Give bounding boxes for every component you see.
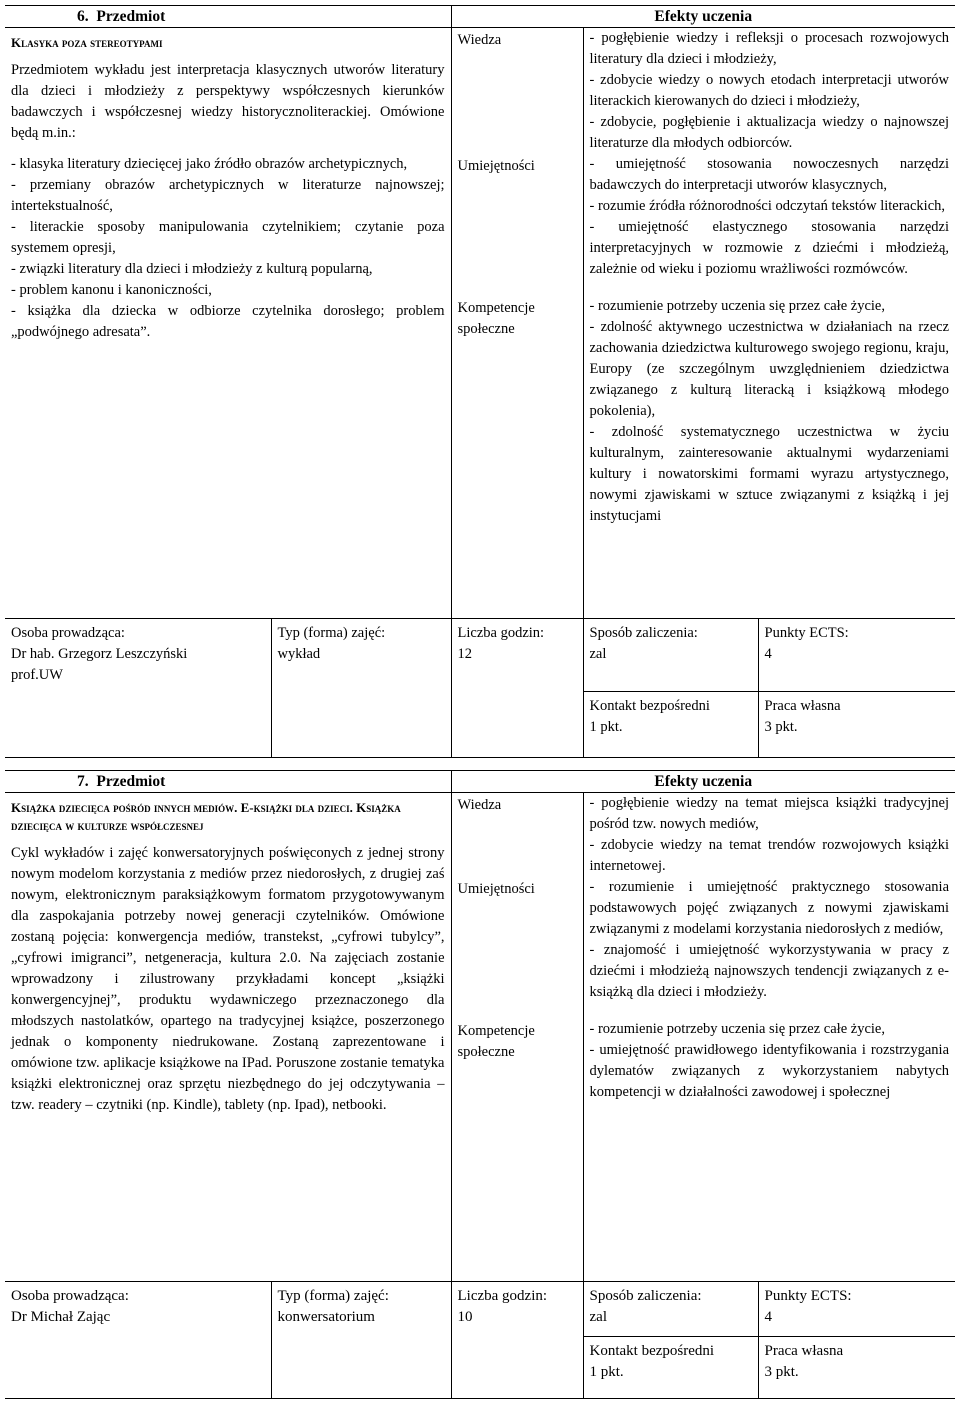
list-item: - rozumie źródła różnorodności odczytań tekstów literackich,	[589, 198, 946, 214]
subject-intro: Przedmiotem wykładu jest interpretacja klasycznych utworów literatury dla dzieci i młodzieży z perspektywy współczesnych kierunków badawczych i współczesnej wiedzy historycznoliterackiej. Omówione będą m.in.:	[11, 62, 445, 141]
type-cell	[271, 619, 451, 692]
list-item: - rozumienie potrzeby uczenia się przez całe życie,	[589, 298, 885, 314]
own-work-label: Praca własna	[764, 1342, 844, 1359]
own-work-cell	[758, 691, 955, 758]
type-value: wykład	[277, 646, 321, 662]
type-label: Typ (forma) zajęć:	[277, 1288, 389, 1304]
lecturer-cell	[5, 1282, 271, 1337]
list-item: - zdolność aktywnego uczestnictwa w działaniach na rzecz zachowania dziedzictwa kulturowego swojego regionu, kraju, Europy (ze szczególnym uwzględnieniem dziedzictwa związanego z kulturą literacką i książkową młodego pokolenia),	[589, 319, 950, 419]
hours-cell	[451, 619, 583, 692]
subject-7-header	[5, 771, 451, 793]
effect-items	[583, 1019, 955, 1281]
type-label: Typ (forma) zajęć:	[277, 625, 386, 641]
subject-6-header	[5, 6, 451, 28]
own-work-value: 3 pkt.	[764, 718, 798, 735]
list-item: - rozumienie i umiejętność praktycznego stosowania podstawowych pojęć związanych z nowymi zjawiskami związanymi z modelami korzystania niedorosłych z mediów,	[589, 879, 950, 937]
contact-label: Kontakt bezpośredni	[589, 1342, 715, 1359]
contact-label: Kontakt bezpośredni	[589, 697, 710, 714]
ects-label: Punkty ECTS:	[764, 1288, 852, 1304]
subject-6-description	[5, 28, 451, 619]
effect-label: Umiejętności	[451, 877, 583, 1019]
lecturer-label: Osoba prowadząca:	[11, 1288, 129, 1304]
list-item: - zdobycie wiedzy o nowych etodach interpretacji utworów literackich kierowanych do dzieci i młodzieży,	[589, 72, 950, 109]
list-item: - pogłębienie wiedzy na temat miejsca książki tradycyjnej pośród tzw. nowych mediów,	[589, 795, 950, 832]
lecturer-name: Dr hab. Grzegorz Leszczyński prof.UW	[11, 646, 188, 683]
credit-value: zal	[589, 646, 607, 662]
effect-items	[583, 296, 955, 618]
list-item: - rozumienie potrzeby uczenia się przez całe życie,	[589, 1021, 885, 1037]
type-value: konwersatorium	[277, 1309, 375, 1325]
subject-6-info	[5, 618, 955, 758]
effect-label-text: Kompetencje społeczne	[457, 300, 535, 337]
effect-label	[451, 1019, 583, 1281]
list-item: - zdobycie wiedzy na temat trendów rozwojowych książki internetowej.	[589, 837, 950, 874]
hours-value: 12	[457, 646, 472, 662]
contact-cell	[583, 1336, 758, 1399]
effect-label: Umiejętności	[451, 154, 583, 296]
list-item: - zdobycie, pogłębienie i aktualizacja wiedzy o najnowszej literaturze dla młodych odbiorców.	[589, 114, 950, 151]
effect-items	[583, 28, 955, 155]
list-item: - zdolność systematycznego uczestnictwa w życiu kulturalnym, zainteresowanie aktualnymi wydarzeniami kultury i nowatorskimi formami wyrazu artystycznego, nowymi zjawiskami w sztuce związanymi z książką i jej instytucjami	[589, 424, 950, 524]
subject-7-table	[5, 770, 955, 1281]
subject-label: Przedmiot	[96, 8, 166, 25]
list-item: - przemiany obrazów archetypicznych w literaturze najnowszej; intertekstualność,	[11, 177, 445, 214]
hours-cell	[451, 1282, 583, 1337]
effects-header: Efekty uczenia	[451, 771, 955, 793]
subject-7-description	[5, 793, 451, 1282]
subject-7-info	[5, 1281, 955, 1399]
subject-title: Klasyka poza stereotypami	[11, 35, 163, 50]
effect-items	[583, 877, 955, 1019]
ects-cell	[758, 1282, 955, 1337]
hours-value: 10	[457, 1309, 473, 1325]
effect-label-text: Kompetencje społeczne	[457, 1023, 535, 1060]
effect-items	[583, 793, 955, 878]
hours-label: Liczba godzin:	[457, 625, 545, 641]
own-work-value: 3 pkt.	[764, 1363, 799, 1380]
subject-label: Przedmiot	[96, 773, 166, 790]
list-item: - związki literatury dla dzieci i młodzieży z kulturą popularną,	[11, 261, 373, 277]
own-work-label: Praca własna	[764, 697, 841, 714]
subject-number: 6.	[77, 8, 89, 25]
effect-label	[451, 296, 583, 618]
list-item: - znajomość i umiejętność wykorzystywania w pracy z dziećmi i młodzieżą najnowszych tendencji związanych z e-książką dla dzieci i młodzieży.	[589, 942, 950, 1000]
ects-cell	[758, 619, 955, 692]
ects-label: Punkty ECTS:	[764, 625, 849, 641]
lecturer-label: Osoba prowadząca:	[11, 625, 125, 641]
subject-number: 7.	[77, 773, 89, 790]
ects-value: 4	[764, 1309, 772, 1325]
subject-body: Cykl wykładów i zajęć konwersatoryjnych poświęconych z jednej strony nowym modelom korzystania z mediów przez niedorosłych, z drugiej zaś nowym, elektronicznym paraksiążkowym formatom przygotowywanym dla zaspokajania potrzeby nowej generacji czytelników. Omówione zostaną pojęcia: konwergencja mediów, transtekst, „cyfrowi tubylcy”, „cyfrowi imigranci”, netgeneracja, kultura 2.0. Na zajęciach zostanie wprowadzony i zilustrowany przykładami koncept „książki konwergencyjnej”, produktu wydawniczego przeznaczonego dla młodszych nastolatków, opartego na tradycyjnej książce, poszerzonego jednak o komponenty niedrukowane. Zostaną zaprezentowane i omówione tzw. aplikacje książkowe na IPad. Poruszone zostanie tematyka książki elektronicznej oraz sprzętu niezbędnego do jej odczytywania – tzw. readery – czytniki (np. Kindle), tablety (np. Ipad), netbooki.	[11, 845, 445, 1113]
credit-cell	[583, 1282, 758, 1337]
list-item: - umiejętność prawidłowego identyfikowania i rozstrzygania dylematów związanych z wykorzystaniem nabytych kompetencji w działalności zawodowej i społecznej	[589, 1042, 950, 1100]
list-item: - książka dla dziecka w odbiorze czytelnika dorosłego; problem „podwójnego adresata”.	[11, 303, 445, 340]
effect-items	[583, 154, 955, 296]
hours-label: Liczba godzin:	[457, 1288, 548, 1304]
list-item: - literackie sposoby manipulowania czytelnikiem; czytanie poza systemem opresji,	[11, 219, 445, 256]
topic-list	[11, 154, 445, 343]
ects-value: 4	[764, 646, 772, 662]
contact-cell	[583, 691, 758, 758]
list-item: - pogłębienie wiedzy i refleksji o procesach rozwojowych literatury dla dzieci i młodzieży,	[589, 30, 950, 67]
subject-title: Książka dziecięca pośród innych mediów. E-książki dla dzieci. Książka dziecięca w kulturze współczesnej	[11, 800, 401, 833]
effect-label: Wiedza	[451, 28, 583, 155]
list-item: - umiejętność stosowania nowoczesnych narzędzi badawczych do interpretacji utworów klasycznych,	[589, 156, 950, 193]
own-work-cell	[758, 1336, 955, 1399]
contact-value: 1 pkt.	[589, 718, 623, 735]
lecturer-name: Dr Michał Zając	[11, 1309, 111, 1325]
credit-value: zal	[589, 1309, 607, 1325]
effects-header: Efekty uczenia	[451, 6, 955, 28]
credit-label: Sposób zaliczenia:	[589, 625, 698, 641]
type-cell	[271, 1282, 451, 1337]
subject-6-table	[5, 5, 955, 618]
list-item: - klasyka literatury dziecięcej jako źródło obrazów archetypicznych,	[11, 156, 408, 172]
list-item: - problem kanonu i kanoniczności,	[11, 282, 212, 298]
credit-label: Sposób zaliczenia:	[589, 1288, 702, 1304]
document-page	[5, 5, 955, 1399]
credit-cell	[583, 619, 758, 692]
list-item: - umiejętność elastycznego stosowania narzędzi interpretacyjnych w rozmowie z dziećmi i młodzieżą, zależnie od wieku i poziomu wrażliwości rozmówców.	[589, 219, 950, 277]
contact-value: 1 pkt.	[589, 1363, 624, 1380]
effect-label: Wiedza	[451, 793, 583, 878]
lecturer-cell	[5, 619, 271, 692]
